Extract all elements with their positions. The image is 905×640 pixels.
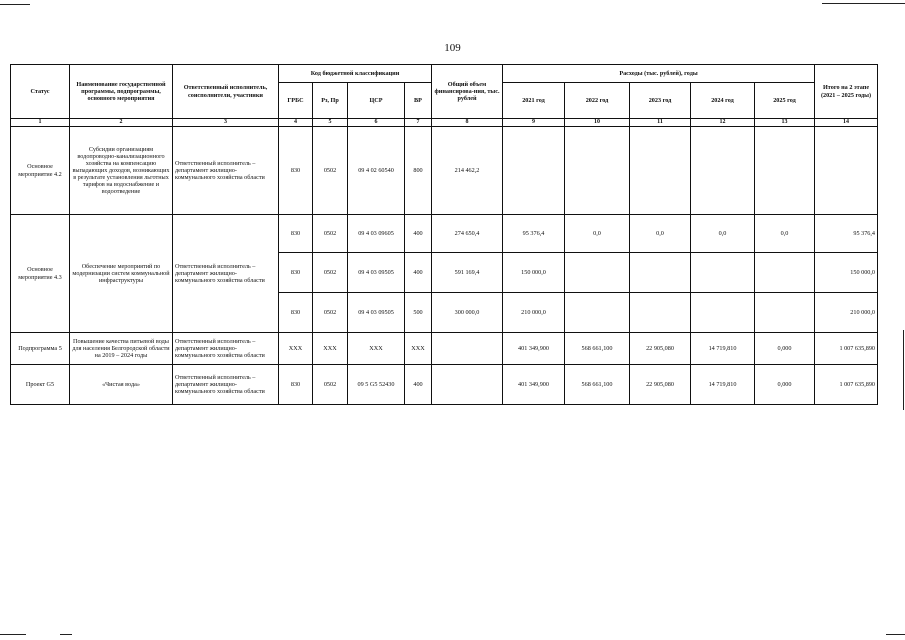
cell-responsible: Ответственный исполнитель – департамент жилищно-коммунального хозяйства области	[173, 365, 279, 405]
column-number: 2	[70, 119, 173, 127]
cell-2025: 0,000	[755, 365, 815, 405]
cell-rzpr: 0502	[313, 127, 348, 215]
header-status: Статус	[11, 65, 70, 119]
cell-rzpr: 0502	[313, 215, 348, 253]
scan-artifact-top-right	[822, 3, 905, 4]
cell-rzpr: XXX	[313, 333, 348, 365]
cell-csr: 09 5 G5 52430	[348, 365, 405, 405]
cell-vr: 500	[405, 293, 432, 333]
cell-csr: 09 4 03 09505	[348, 293, 405, 333]
cell-name: Повышение качества питьевой воды для населения Белгородской области на 2019 – 2024 годы	[70, 333, 173, 365]
cell-csr: 09 4 03 09605	[348, 215, 405, 253]
column-number: 6	[348, 119, 405, 127]
header-row-top	[11, 65, 878, 83]
header-responsible: Ответственный исполнитель, соисполнители, участники	[173, 65, 279, 119]
cell-vr: 400	[405, 215, 432, 253]
cell-total: 591 169,4	[432, 253, 503, 293]
cell-2022: 568 661,100	[565, 333, 630, 365]
scan-artifact-right-edge	[903, 330, 904, 410]
cell-vr: 800	[405, 127, 432, 215]
header-vr: ВР	[405, 83, 432, 119]
cell-2025	[755, 127, 815, 215]
header-total-volume: Общий объем финансирова-ния, тыс. рублей	[432, 65, 503, 119]
cell-total	[432, 365, 503, 405]
cell-2022: 0,0	[565, 215, 630, 253]
cell-responsible: Ответственный исполнитель – департамент жилищно-коммунального хозяйства области	[173, 127, 279, 215]
cell-grbs: 830	[279, 127, 313, 215]
column-number: 4	[279, 119, 313, 127]
cell-stage-total	[815, 127, 878, 215]
cell-2024: 14 719,810	[691, 365, 755, 405]
cell-rzpr: 0502	[313, 365, 348, 405]
cell-2025: 0,0	[755, 215, 815, 253]
column-number: 10	[565, 119, 630, 127]
cell-vr: XXX	[405, 333, 432, 365]
cell-2023: 22 905,080	[630, 333, 691, 365]
column-number: 9	[503, 119, 565, 127]
cell-2023	[630, 293, 691, 333]
header-rzpr: Рз, Пр	[313, 83, 348, 119]
cell-2024: 0,0	[691, 215, 755, 253]
cell-rzpr: 0502	[313, 293, 348, 333]
cell-2021: 210 000,0	[503, 293, 565, 333]
cell-2022	[565, 253, 630, 293]
cell-2023	[630, 127, 691, 215]
header-bcc-group: Код бюджетной классификации	[279, 65, 432, 83]
cell-grbs: 830	[279, 293, 313, 333]
cell-2024	[691, 253, 755, 293]
cell-2024: 14 719,810	[691, 333, 755, 365]
cell-2021	[503, 127, 565, 215]
cell-grbs: XXX	[279, 333, 313, 365]
cell-2021: 401 349,900	[503, 333, 565, 365]
header-grbs: ГРБС	[279, 83, 313, 119]
cell-grbs: 830	[279, 215, 313, 253]
cell-vr: 400	[405, 253, 432, 293]
page-number: 109	[444, 42, 461, 54]
column-number: 5	[313, 119, 348, 127]
header-column-numbers	[11, 119, 878, 127]
header-year-2021: 2021 год	[503, 83, 565, 119]
column-number: 8	[432, 119, 503, 127]
header-stage-total: Итого на 2 этапе (2021 – 2025 годы)	[815, 65, 878, 119]
column-number: 11	[630, 119, 691, 127]
cell-grbs: 830	[279, 365, 313, 405]
header-year-2025: 2025 год	[755, 83, 815, 119]
cell-stage-total: 210 000,0	[815, 293, 878, 333]
cell-stage-total: 1 007 635,890	[815, 365, 878, 405]
cell-responsible: Ответственный исполнитель – департамент жилищно-коммунального хозяйства области	[173, 333, 279, 365]
header-year-2024: 2024 год	[691, 83, 755, 119]
scan-artifact-bottom-mid	[60, 634, 72, 635]
cell-csr: 09 4 03 09505	[348, 253, 405, 293]
header-csr: ЦСР	[348, 83, 405, 119]
scan-artifact-top-left	[0, 4, 30, 5]
column-number: 1	[11, 119, 70, 127]
cell-stage-total: 95 376,4	[815, 215, 878, 253]
scan-artifact-bottom-right	[886, 634, 905, 635]
cell-2021: 95 376,4	[503, 215, 565, 253]
cell-rzpr: 0502	[313, 253, 348, 293]
table-row	[11, 333, 878, 365]
cell-name: «Чистая вода»	[70, 365, 173, 405]
cell-total: 274 650,4	[432, 215, 503, 253]
table-row	[11, 215, 878, 253]
cell-vr: 400	[405, 365, 432, 405]
cell-responsible: Ответственный исполнитель – департамент жилищно-коммунального хозяйства области	[173, 215, 279, 333]
budget-table	[10, 64, 878, 405]
cell-2021: 150 000,0	[503, 253, 565, 293]
header-expenses-group: Расходы (тыс. рублей), годы	[503, 65, 815, 83]
header-name: Наименование государственной программы, подпрограммы, основного мероприятия	[70, 65, 173, 119]
cell-total	[432, 333, 503, 365]
cell-status: Подпрограмма 5	[11, 333, 70, 365]
cell-2024	[691, 293, 755, 333]
cell-status: Основное мероприятие 4.2	[11, 127, 70, 215]
column-number: 14	[815, 119, 878, 127]
cell-status: Проект G5	[11, 365, 70, 405]
cell-2021: 401 349,900	[503, 365, 565, 405]
header-year-2023: 2023 год	[630, 83, 691, 119]
column-number: 3	[173, 119, 279, 127]
table-row	[11, 127, 878, 215]
cell-csr: XXX	[348, 333, 405, 365]
cell-grbs: 830	[279, 253, 313, 293]
cell-2023: 22 905,080	[630, 365, 691, 405]
cell-2025	[755, 293, 815, 333]
cell-2023	[630, 253, 691, 293]
scan-artifact-bottom-left	[0, 634, 26, 635]
cell-2025: 0,000	[755, 333, 815, 365]
cell-2025	[755, 253, 815, 293]
cell-name: Обеспечение мероприятий по модернизации систем коммунальной инфраструктуры	[70, 215, 173, 333]
table-row	[11, 365, 878, 405]
column-number: 13	[755, 119, 815, 127]
column-number: 7	[405, 119, 432, 127]
cell-csr: 09 4 02 60540	[348, 127, 405, 215]
cell-name: Субсидии организациям водопроводно-канализационного хозяйства на компенсацию выпадающих доходов, возникающих в результате установления льготных тарифов на водоснабжение и водоотведение	[70, 127, 173, 215]
column-number: 12	[691, 119, 755, 127]
cell-2023: 0,0	[630, 215, 691, 253]
cell-2022	[565, 127, 630, 215]
cell-2024	[691, 127, 755, 215]
cell-stage-total: 1 007 635,890	[815, 333, 878, 365]
cell-total: 300 000,0	[432, 293, 503, 333]
cell-2022	[565, 293, 630, 333]
header-year-2022: 2022 год	[565, 83, 630, 119]
cell-total: 214 462,2	[432, 127, 503, 215]
cell-status: Основное мероприятие 4.3	[11, 215, 70, 333]
cell-stage-total: 150 000,0	[815, 253, 878, 293]
cell-2022: 568 661,100	[565, 365, 630, 405]
